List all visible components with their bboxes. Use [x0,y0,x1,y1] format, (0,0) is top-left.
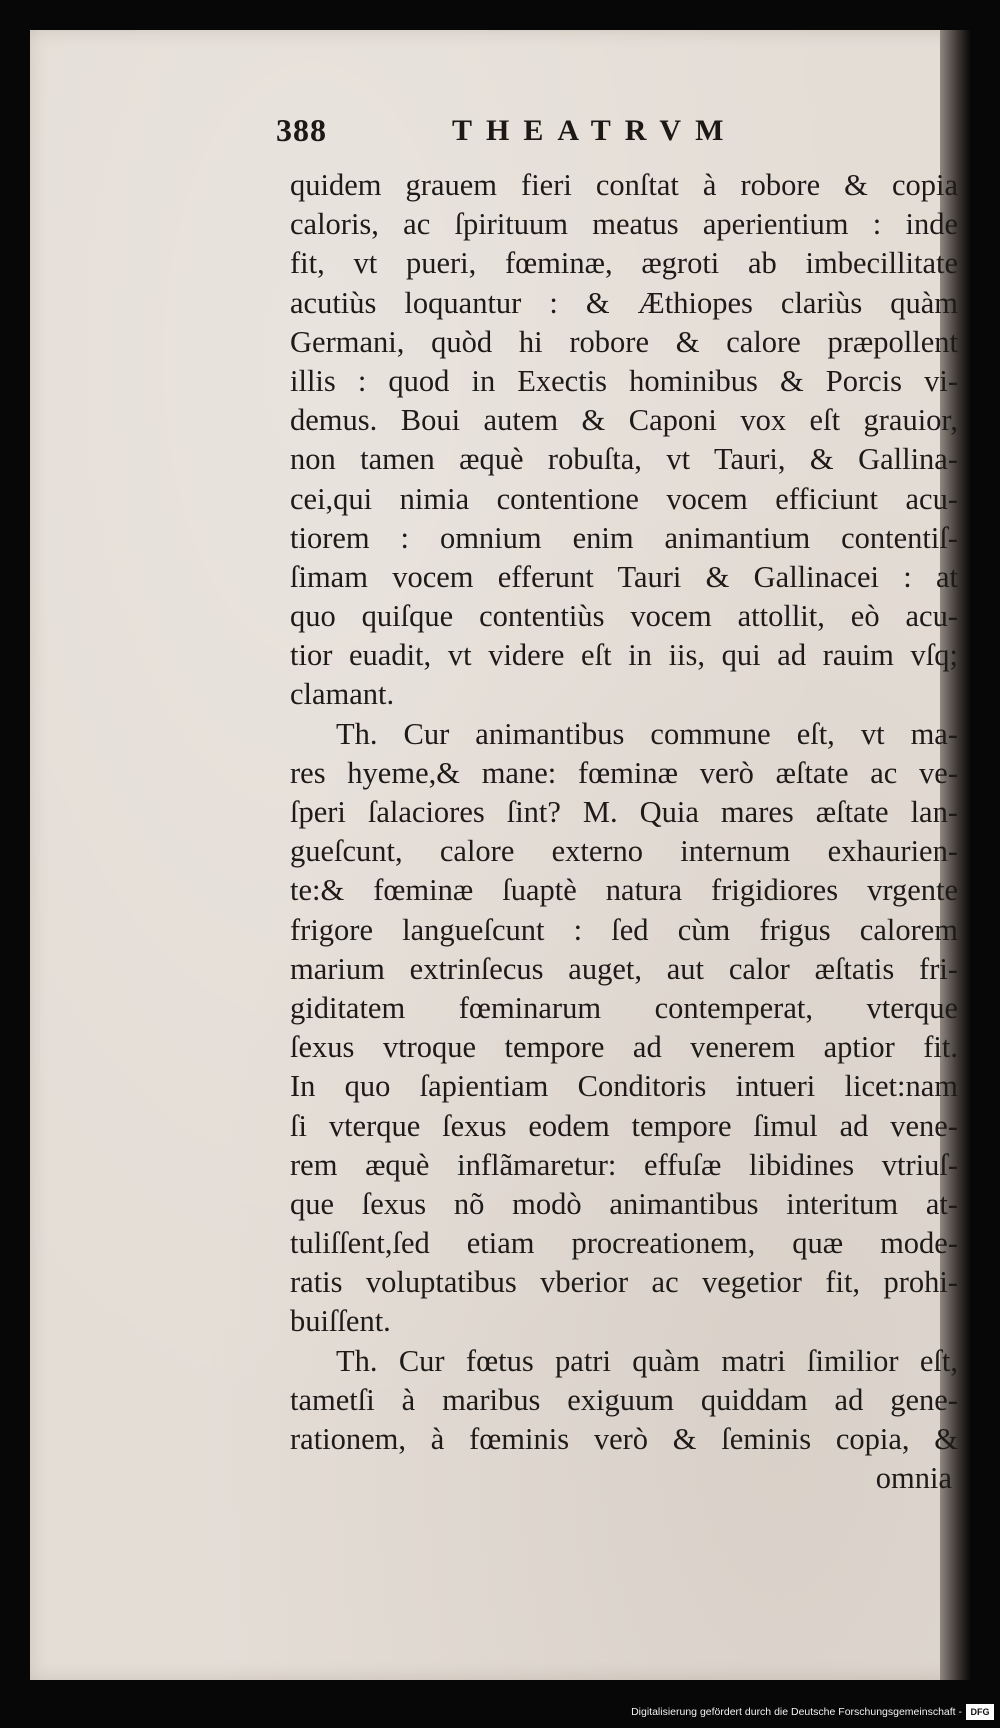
text-line: acutiùs loquantur : & Æthiopes clariùs quàm [290,285,958,320]
text-line: tiorem : omnium enim animantium contentiſ- [290,520,958,555]
dfg-logo: DFG [966,1704,994,1720]
text-line: rationem, à fœminis verò & ſeminis copia, & [290,1422,958,1456]
text-line: caloris, ac ſpirituum meatus aperientium : inde [290,207,958,242]
text-line: buiſſent. [290,1304,391,1339]
text-line: marium extrinſecus auget, aut calor æſtatis fri- [290,951,958,986]
text-line: cei,qui nimia contentione vocem efficiunt acu- [290,481,958,516]
text-line: rem æquè inflãmaretur: effuſæ libidines vtriuſ- [290,1147,958,1182]
footer-bar [0,1692,1000,1728]
text-line: Germani, quòd hi robore & calore præpollent [290,324,958,359]
text-line: res hyeme,& mane: fœminæ verò æſtate ac ve- [290,755,958,790]
text-line: que ſexus nõ modò animantibus interitum at- [290,1186,958,1221]
text-line: ſi vterque ſexus eodem tempore ſimul ad vene- [290,1108,958,1143]
text-line: gueſcunt, calore externo internum exhaurien- [290,834,958,869]
text-line: ratis voluptatibus vberior ac vegetior fit, prohi- [290,1265,958,1300]
text-line: ſexus vtroque tempore ad venerem aptior fit. [290,1030,958,1065]
paragraph-start-line: Th. Cur animantibus commune eſt, vt ma- [336,716,958,751]
text-line: frigore langueſcunt : ſed cùm frigus calorem [290,912,958,947]
text-line: ſimam vocem efferunt Tauri & Gallinacei : at [290,559,958,594]
paragraph-start-line: Th. Cur fœtus patri quàm matri ſimilior eſt, [336,1343,958,1378]
text-line: tuliſſent,ſed etiam procreationem, quæ mode- [290,1226,958,1261]
text-line: tior euadit, vt videre eſt in iis, qui ad rauim vſq; [290,638,958,673]
text-line: clamant. [290,677,395,712]
catchword: omnia [875,1461,952,1496]
text-line: te:& fœminæ ſuaptè natura frigidiores vrgente [290,873,958,908]
text-line: quo quiſque contentiùs vocem attollit, eò acu- [290,599,958,634]
text-line: illis : quod in Exectis hominibus & Porcis vi- [290,363,958,398]
text-line: giditatem fœminarum contemperat, vterque [290,990,958,1025]
body-text [290,166,958,1498]
text-line: tametſi à maribus exiguum quiddam ad gene- [290,1382,958,1417]
running-title: THEATRVM [452,114,738,147]
text-line: ſperi ſalaciores ſint? M. Quia mares æſtate lan- [290,795,958,829]
funding-credit: Digitalisierung gefördert durch die Deutsche Forschungsgemeinschaft - [631,1706,962,1718]
page-number: 388 [276,112,327,148]
text-line: quidem grauem fieri conſtat à robore & copia [290,168,958,202]
text-line: demus. Boui autem & Caponi vox eſt grauior, [290,403,958,438]
text-line: In quo ſapientiam Conditoris intueri licet:nam [290,1069,958,1104]
text-line: fit, vt pueri, fœminæ, ægroti ab imbecillitate [290,246,958,281]
text-line: non tamen æquè robuſta, vt Tauri, & Gallina- [290,442,958,477]
page-header [276,112,796,152]
